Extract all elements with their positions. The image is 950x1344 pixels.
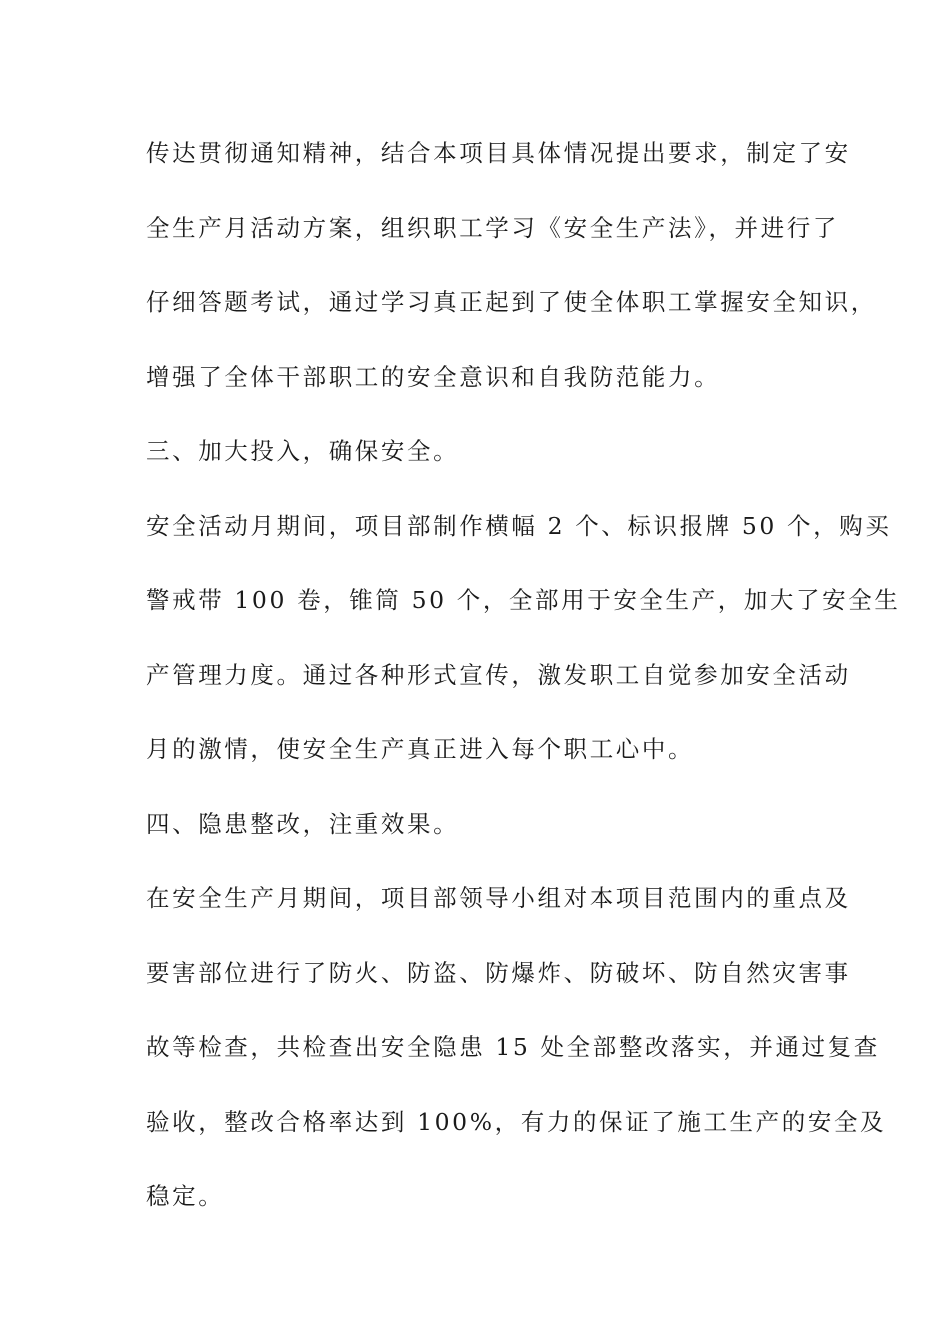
- body-line: 稳定。: [146, 1182, 225, 1210]
- section-heading: 三、加大投入，确保安全。: [146, 437, 460, 465]
- body-line: 故等检查，共检查出安全隐患 15 处全部整改落实，并通过复查: [146, 1033, 880, 1061]
- body-line: 全生产月活动方案，组织职工学习《安全生产法》，并进行了: [146, 213, 839, 242]
- body-line: 传达贯彻通知精神，结合本项目具体情况提出要求，制定了安: [146, 139, 851, 167]
- document-body: [146, 128, 901, 1246]
- body-line: 安全活动月期间，项目部制作横幅 2 个、标识报牌 50 个，购买: [146, 511, 892, 540]
- body-line: 在安全生产月期间，项目部领导小组对本项目范围内的重点及: [146, 884, 851, 912]
- body-line: 验收，整改合格率达到 100%，有力的保证了施工生产的安全及: [146, 1107, 887, 1136]
- body-line: 产管理力度。通过各种形式宣传，激发职工自觉参加安全活动: [146, 660, 851, 689]
- body-line: 要害部位进行了防火、防盗、防爆炸、防破坏、防自然灾害事: [146, 958, 851, 987]
- body-line: 月的激情，使安全生产真正进入每个职工心中。: [146, 735, 695, 763]
- body-line: 警戒带 100 卷，锥筒 50 个，全部用于安全生产，加大了安全生: [146, 586, 901, 614]
- section-heading: 四、隐患整改，注重效果。: [146, 809, 460, 838]
- body-line: 仔细答题考试，通过学习真正起到了使全体职工掌握安全知识，: [146, 288, 877, 316]
- body-line: 增强了全体干部职工的安全意识和自我防范能力。: [146, 362, 721, 391]
